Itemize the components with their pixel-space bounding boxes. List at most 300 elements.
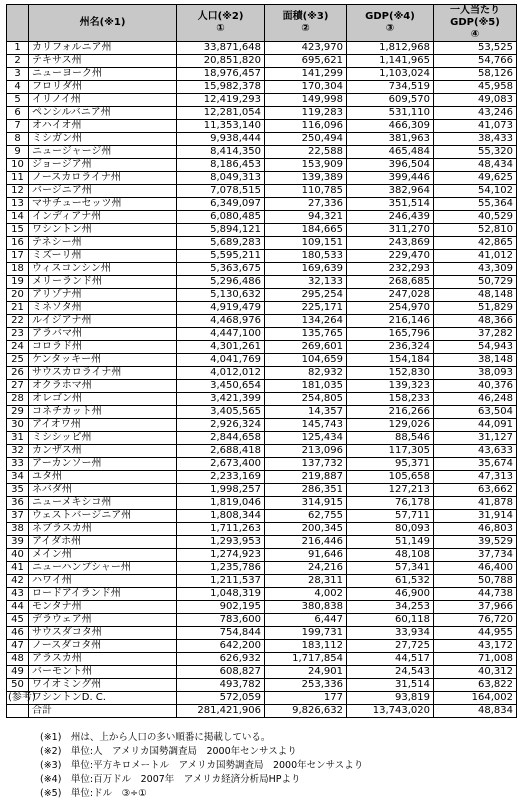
gdp-cell: 139,323: [347, 380, 434, 393]
area-cell: 125,434: [265, 432, 347, 445]
population-cell: 6,080,485: [177, 211, 265, 224]
gdp-cell: 158,233: [347, 393, 434, 406]
population-cell: 4,919,479: [177, 302, 265, 315]
area-cell: 4,002: [265, 588, 347, 601]
state-name: テキサス州: [29, 55, 177, 68]
area-cell: 82,932: [265, 367, 347, 380]
row-number: 7: [7, 120, 29, 133]
row-number: 35: [7, 484, 29, 497]
per-capita-cell: 52,810: [434, 224, 517, 237]
row-number: 17: [7, 250, 29, 263]
population-cell: 1,293,953: [177, 536, 265, 549]
total-row: [7, 705, 517, 718]
state-name: オハイオ州: [29, 120, 177, 133]
state-name: サウスカロライナ州: [29, 367, 177, 380]
table-row: [7, 562, 517, 575]
per-capita-cell: 37,282: [434, 328, 517, 341]
population-cell: 1,711,263: [177, 523, 265, 536]
total-label: 合計: [29, 705, 177, 718]
state-name: メリーランド州: [29, 276, 177, 289]
total-no-cell: [7, 705, 29, 718]
population-cell: 2,926,324: [177, 419, 265, 432]
area-cell: 181,035: [265, 380, 347, 393]
state-name: バーモント州: [29, 666, 177, 679]
population-cell: 1,048,319: [177, 588, 265, 601]
header-area: [265, 5, 347, 42]
gdp-cell: 734,519: [347, 81, 434, 94]
area-cell: 149,998: [265, 94, 347, 107]
gdp-cell: 531,110: [347, 107, 434, 120]
area-cell: 14,357: [265, 406, 347, 419]
row-number: 45: [7, 614, 29, 627]
table-row: [7, 107, 517, 120]
area-cell: 225,171: [265, 302, 347, 315]
state-name: ハワイ州: [29, 575, 177, 588]
per-capita-cell: 48,366: [434, 315, 517, 328]
area-cell: 253,336: [265, 679, 347, 692]
table-row: [7, 81, 517, 94]
area-cell: 169,639: [265, 263, 347, 276]
table-row: [7, 692, 517, 705]
state-name: ニュージャージ州: [29, 146, 177, 159]
population-cell: 1,211,537: [177, 575, 265, 588]
row-number: 11: [7, 172, 29, 185]
area-cell: 200,345: [265, 523, 347, 536]
area-cell: 180,533: [265, 250, 347, 263]
table-row: [7, 406, 517, 419]
state-name: ユタ州: [29, 471, 177, 484]
gdp-cell: 127,213: [347, 484, 434, 497]
gdp-cell: 268,685: [347, 276, 434, 289]
row-number: 8: [7, 133, 29, 146]
table-row: [7, 68, 517, 81]
population-cell: 4,447,100: [177, 328, 265, 341]
area-cell: 139,389: [265, 172, 347, 185]
row-number: 28: [7, 393, 29, 406]
population-cell: 8,186,453: [177, 159, 265, 172]
row-number: 49: [7, 666, 29, 679]
area-cell: 695,621: [265, 55, 347, 68]
total-population: 281,421,906: [177, 705, 265, 718]
gdp-cell: 247,028: [347, 289, 434, 302]
row-number: 34: [7, 471, 29, 484]
gdp-cell: 229,470: [347, 250, 434, 263]
table-row: [7, 263, 517, 276]
table-row: [7, 42, 517, 55]
table-row: [7, 198, 517, 211]
state-name: フロリダ州: [29, 81, 177, 94]
header-area-sub: ②: [301, 23, 310, 34]
state-name: ノースダコタ州: [29, 640, 177, 653]
population-cell: 5,689,283: [177, 237, 265, 250]
state-name: ワイオミング州: [29, 679, 177, 692]
table-row: [7, 614, 517, 627]
table-row: [7, 367, 517, 380]
area-cell: 62,755: [265, 510, 347, 523]
state-name: ミズーリ州: [29, 250, 177, 263]
table-row: [7, 211, 517, 224]
population-cell: 9,938,444: [177, 133, 265, 146]
table-row: [7, 484, 517, 497]
table-row: [7, 653, 517, 666]
per-capita-cell: 43,172: [434, 640, 517, 653]
per-capita-cell: 38,148: [434, 354, 517, 367]
state-name: ケンタッキー州: [29, 354, 177, 367]
per-capita-cell: 46,400: [434, 562, 517, 575]
state-name: ノースカロライナ州: [29, 172, 177, 185]
area-cell: 177: [265, 692, 347, 705]
gdp-cell: 216,146: [347, 315, 434, 328]
table-row: [7, 380, 517, 393]
area-cell: 170,304: [265, 81, 347, 94]
row-number: 44: [7, 601, 29, 614]
header-area-label: 面積(※3): [282, 11, 329, 22]
gdp-cell: 34,253: [347, 601, 434, 614]
row-number: 9: [7, 146, 29, 159]
footnote: (※4) 単位:百万ドル 2007年 アメリカ経済分析局HPより: [40, 774, 301, 785]
per-capita-cell: 39,529: [434, 536, 517, 549]
state-name: アリゾナ州: [29, 289, 177, 302]
population-cell: 4,041,769: [177, 354, 265, 367]
population-cell: 3,421,399: [177, 393, 265, 406]
area-cell: 116,096: [265, 120, 347, 133]
table-row: [7, 354, 517, 367]
state-name: ニューハンプシャー州: [29, 562, 177, 575]
header-gdp-label: GDP(※4): [365, 11, 415, 22]
per-capita-cell: 164,002: [434, 692, 517, 705]
state-name: ワシントンD. C.: [29, 692, 177, 705]
state-name: ミシガン州: [29, 133, 177, 146]
gdp-cell: 117,305: [347, 445, 434, 458]
gdp-cell: 76,178: [347, 497, 434, 510]
footnote: (※2) 単位:人 アメリカ国勢調査局 2000年センサスより: [40, 746, 297, 757]
table-row: [7, 224, 517, 237]
row-number: 32: [7, 445, 29, 458]
area-cell: 104,659: [265, 354, 347, 367]
table-row: [7, 185, 517, 198]
state-name: アラバマ州: [29, 328, 177, 341]
header-row: [7, 5, 517, 42]
gdp-cell: 246,439: [347, 211, 434, 224]
per-capita-cell: 31,914: [434, 510, 517, 523]
gdp-cell: 129,026: [347, 419, 434, 432]
per-capita-cell: 43,246: [434, 107, 517, 120]
per-capita-cell: 46,803: [434, 523, 517, 536]
population-cell: 783,600: [177, 614, 265, 627]
state-name: アラスカ州: [29, 653, 177, 666]
state-name: インディアナ州: [29, 211, 177, 224]
row-number: 27: [7, 380, 29, 393]
state-name: ニューヨーク州: [29, 68, 177, 81]
per-capita-cell: 38,433: [434, 133, 517, 146]
area-cell: 6,447: [265, 614, 347, 627]
per-capita-cell: 54,943: [434, 341, 517, 354]
state-name: ミネソタ州: [29, 302, 177, 315]
area-cell: 380,838: [265, 601, 347, 614]
gdp-cell: 51,149: [347, 536, 434, 549]
header-no: [7, 5, 29, 42]
state-name: アイオワ州: [29, 419, 177, 432]
row-number: 42: [7, 575, 29, 588]
row-number: 23: [7, 328, 29, 341]
population-cell: 2,844,658: [177, 432, 265, 445]
table-row: [7, 133, 517, 146]
area-cell: 183,112: [265, 640, 347, 653]
population-cell: 8,049,313: [177, 172, 265, 185]
table-row: [7, 588, 517, 601]
state-name: アイダホ州: [29, 536, 177, 549]
state-name: ロードアイランド州: [29, 588, 177, 601]
area-cell: 286,351: [265, 484, 347, 497]
gdp-cell: 57,341: [347, 562, 434, 575]
population-cell: 15,982,378: [177, 81, 265, 94]
table-row: [7, 146, 517, 159]
population-cell: 3,405,565: [177, 406, 265, 419]
population-cell: 754,844: [177, 627, 265, 640]
per-capita-cell: 44,738: [434, 588, 517, 601]
row-number: 39: [7, 536, 29, 549]
row-number: 31: [7, 432, 29, 445]
per-capita-cell: 40,376: [434, 380, 517, 393]
table-body: [7, 42, 517, 705]
area-cell: 145,743: [265, 419, 347, 432]
per-capita-cell: 50,788: [434, 575, 517, 588]
table-row: [7, 159, 517, 172]
row-number: 18: [7, 263, 29, 276]
row-number: 13: [7, 198, 29, 211]
population-cell: 5,595,211: [177, 250, 265, 263]
area-cell: 94,321: [265, 211, 347, 224]
area-cell: 32,133: [265, 276, 347, 289]
per-capita-cell: 48,434: [434, 159, 517, 172]
area-cell: 199,731: [265, 627, 347, 640]
area-cell: 213,096: [265, 445, 347, 458]
gdp-cell: 46,900: [347, 588, 434, 601]
population-cell: 1,998,257: [177, 484, 265, 497]
gdp-cell: 31,514: [347, 679, 434, 692]
row-number: 2: [7, 55, 29, 68]
per-capita-cell: 48,148: [434, 289, 517, 302]
row-number: 48: [7, 653, 29, 666]
table-row: [7, 640, 517, 653]
gdp-cell: 1,103,024: [347, 68, 434, 81]
state-name: ネバダ州: [29, 484, 177, 497]
area-cell: 254,805: [265, 393, 347, 406]
per-capita-cell: 42,865: [434, 237, 517, 250]
footnote: (※3) 単位:平方キロメートル アメリカ国勢調査局 2000年センサスより: [40, 760, 364, 771]
area-cell: 219,887: [265, 471, 347, 484]
header-per-capita-sub: ④: [470, 29, 480, 40]
population-cell: 3,450,654: [177, 380, 265, 393]
population-cell: 2,673,400: [177, 458, 265, 471]
per-capita-cell: 38,093: [434, 367, 517, 380]
state-name: ルイジアナ州: [29, 315, 177, 328]
row-number: 4: [7, 81, 29, 94]
population-cell: 1,819,046: [177, 497, 265, 510]
population-cell: 4,468,976: [177, 315, 265, 328]
gdp-cell: 105,658: [347, 471, 434, 484]
table-row: [7, 276, 517, 289]
area-cell: 119,283: [265, 107, 347, 120]
gdp-cell: 44,517: [347, 653, 434, 666]
row-number: 10: [7, 159, 29, 172]
row-number: 46: [7, 627, 29, 640]
area-cell: 216,446: [265, 536, 347, 549]
table-row: [7, 328, 517, 341]
state-name: カンザス州: [29, 445, 177, 458]
population-cell: 642,200: [177, 640, 265, 653]
row-number: 21: [7, 302, 29, 315]
table-row: [7, 536, 517, 549]
population-cell: 33,871,648: [177, 42, 265, 55]
per-capita-cell: 63,822: [434, 679, 517, 692]
total-area: 9,826,632: [265, 705, 347, 718]
area-cell: 141,299: [265, 68, 347, 81]
header-per-capita: [434, 5, 517, 42]
row-number: 6: [7, 107, 29, 120]
per-capita-cell: 55,320: [434, 146, 517, 159]
row-number: 22: [7, 315, 29, 328]
population-cell: 12,419,293: [177, 94, 265, 107]
population-cell: 20,851,820: [177, 55, 265, 68]
gdp-cell: 382,964: [347, 185, 434, 198]
area-cell: 184,665: [265, 224, 347, 237]
population-cell: 7,078,515: [177, 185, 265, 198]
row-number: 37: [7, 510, 29, 523]
per-capita-cell: 51,829: [434, 302, 517, 315]
per-capita-cell: 45,958: [434, 81, 517, 94]
per-capita-cell: 53,525: [434, 42, 517, 55]
population-cell: 902,195: [177, 601, 265, 614]
row-number: 38: [7, 523, 29, 536]
per-capita-cell: 41,878: [434, 497, 517, 510]
header-gdp: [347, 5, 434, 42]
area-cell: 135,765: [265, 328, 347, 341]
per-capita-cell: 49,083: [434, 94, 517, 107]
gdp-cell: 24,543: [347, 666, 434, 679]
gdp-cell: 61,532: [347, 575, 434, 588]
per-capita-cell: 37,734: [434, 549, 517, 562]
header-population-label: 人口(※2): [197, 11, 244, 22]
row-number: 16: [7, 237, 29, 250]
area-cell: 28,311: [265, 575, 347, 588]
row-number: 19: [7, 276, 29, 289]
state-name: オレゴン州: [29, 393, 177, 406]
table-row: [7, 497, 517, 510]
table-row: [7, 627, 517, 640]
per-capita-cell: 41,012: [434, 250, 517, 263]
gdp-cell: 254,970: [347, 302, 434, 315]
state-name: イリノイ州: [29, 94, 177, 107]
per-capita-cell: 46,248: [434, 393, 517, 406]
gdp-cell: 1,141,965: [347, 55, 434, 68]
population-cell: 572,059: [177, 692, 265, 705]
per-capita-cell: 54,102: [434, 185, 517, 198]
header-population: [177, 5, 265, 42]
population-cell: 5,363,675: [177, 263, 265, 276]
footnotes: [40, 731, 363, 801]
population-cell: 11,353,140: [177, 120, 265, 133]
total-per-capita: 48,834: [434, 705, 517, 718]
table-row: [7, 237, 517, 250]
gdp-cell: 232,293: [347, 263, 434, 276]
row-number: (参考): [8, 692, 36, 703]
gdp-cell: 381,963: [347, 133, 434, 146]
gdp-cell: 1,812,968: [347, 42, 434, 55]
state-name: アーカンソー州: [29, 458, 177, 471]
state-name: ネブラスカ州: [29, 523, 177, 536]
population-cell: 626,932: [177, 653, 265, 666]
table-row: [7, 549, 517, 562]
table-row: [7, 302, 517, 315]
population-cell: 2,688,418: [177, 445, 265, 458]
area-cell: 269,601: [265, 341, 347, 354]
gdp-cell: 236,324: [347, 341, 434, 354]
row-number: 26: [7, 367, 29, 380]
state-name: ワシントン州: [29, 224, 177, 237]
table-row: [7, 172, 517, 185]
population-cell: 4,301,261: [177, 341, 265, 354]
state-name: ウィスコンシン州: [29, 263, 177, 276]
footnote: (※1) 州は、上から人口の多い順番に掲載している。: [40, 732, 271, 743]
area-cell: 153,909: [265, 159, 347, 172]
state-name: ミシシッピ州: [29, 432, 177, 445]
row-number: 50: [7, 679, 29, 692]
table-row: [7, 523, 517, 536]
population-cell: 493,782: [177, 679, 265, 692]
population-cell: 12,281,054: [177, 107, 265, 120]
state-name: オクラホマ州: [29, 380, 177, 393]
per-capita-cell: 55,364: [434, 198, 517, 211]
area-cell: 250,494: [265, 133, 347, 146]
population-cell: 5,130,632: [177, 289, 265, 302]
table-row: [7, 120, 517, 133]
state-name: コネチカット州: [29, 406, 177, 419]
population-cell: 2,233,169: [177, 471, 265, 484]
per-capita-cell: 50,729: [434, 276, 517, 289]
table-row: [7, 55, 517, 68]
table-row: [7, 419, 517, 432]
header-per-capita-label: GDP(※5): [450, 17, 500, 28]
row-number: 20: [7, 289, 29, 302]
per-capita-cell: 41,073: [434, 120, 517, 133]
state-statistics-table: [6, 4, 517, 718]
population-cell: 1,235,786: [177, 562, 265, 575]
per-capita-cell: 71,008: [434, 653, 517, 666]
row-number: 29: [7, 406, 29, 419]
area-cell: 27,336: [265, 198, 347, 211]
population-cell: 6,349,097: [177, 198, 265, 211]
gdp-cell: 396,504: [347, 159, 434, 172]
gdp-cell: 33,934: [347, 627, 434, 640]
row-number: 36: [7, 497, 29, 510]
area-cell: 24,901: [265, 666, 347, 679]
state-name: コロラド州: [29, 341, 177, 354]
area-cell: 110,785: [265, 185, 347, 198]
area-cell: 314,915: [265, 497, 347, 510]
row-number: 5: [7, 94, 29, 107]
area-cell: 22,588: [265, 146, 347, 159]
row-number: 30: [7, 419, 29, 432]
total-gdp: 13,743,020: [347, 705, 434, 718]
state-name: ジョージア州: [29, 159, 177, 172]
row-number: 25: [7, 354, 29, 367]
table-row: [7, 94, 517, 107]
per-capita-cell: 40,529: [434, 211, 517, 224]
population-cell: 5,894,121: [177, 224, 265, 237]
per-capita-cell: 44,091: [434, 419, 517, 432]
per-capita-cell: 37,966: [434, 601, 517, 614]
